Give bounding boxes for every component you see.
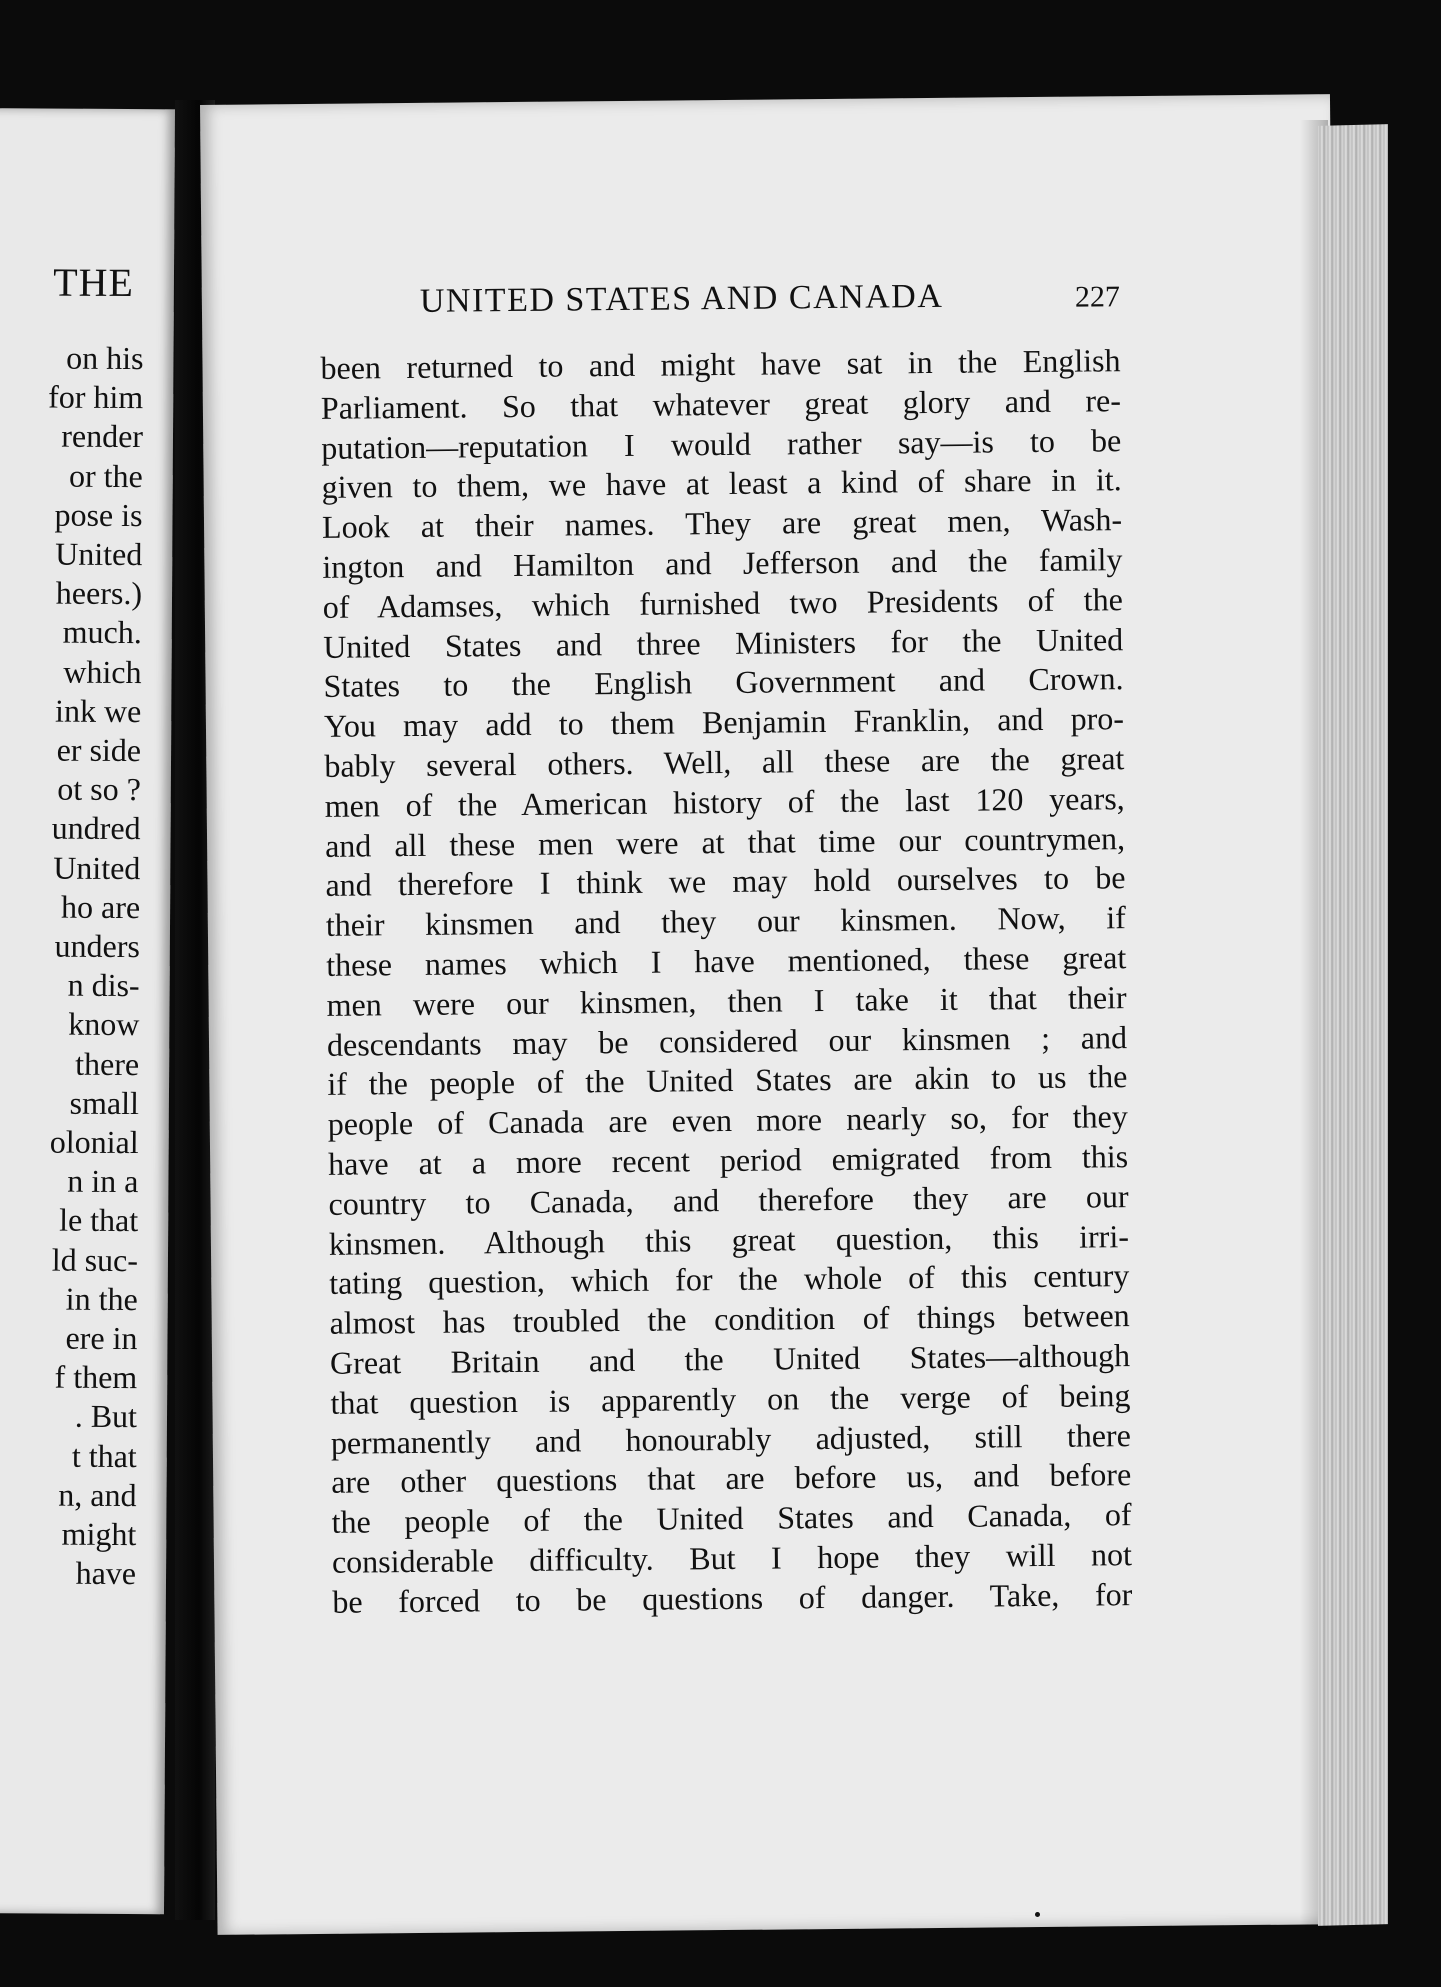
left-page-line: unders (54, 927, 140, 965)
page-edges (1318, 124, 1388, 1926)
text-line: the people of the United States and Canada, of (331, 1496, 1132, 1540)
text-line: considerable difficulty. But I hope they will not (331, 1536, 1133, 1580)
text-line: have at a more recent period emigrated from this (327, 1138, 1129, 1182)
left-page-line: United (55, 535, 143, 573)
text-line: men of the American history of the last 120 years, (324, 779, 1125, 824)
left-page-line: know (68, 1006, 140, 1043)
left-page-line: in the (65, 1280, 138, 1317)
left-page-line: ho are (60, 888, 141, 925)
page-mark (1035, 1912, 1040, 1917)
text-line: people of Canada are even more nearly so, for they (327, 1098, 1128, 1142)
page-number: 227 (1074, 280, 1121, 314)
left-page (0, 108, 175, 1914)
left-page-text (0, 338, 144, 1594)
text-line: their kinsmen and they our kinsmen. Now, if (325, 899, 1127, 943)
text-line: States to the English Government and Crown. (323, 660, 1124, 705)
text-line: Look at their names. They are great men, Wash- (321, 501, 1123, 546)
left-page-line: n dis- (67, 966, 140, 1004)
text-line: men were our kinsmen, then I take it that their (326, 978, 1127, 1023)
left-page-line: small (69, 1084, 140, 1121)
left-page-line: there (75, 1045, 140, 1082)
left-page-line: pose is (54, 496, 143, 533)
running-head (420, 276, 1120, 333)
left-page-line: olonial (49, 1123, 139, 1161)
text-line: kinsmen. Although this great question, this irri- (328, 1217, 1130, 1262)
left-page-line: much. (62, 614, 142, 651)
text-line: that question is apparently on the verge of being (330, 1376, 1131, 1421)
text-line: country to Canada, and therefore they are our (328, 1177, 1129, 1222)
left-page-line: ere in (65, 1319, 138, 1357)
left-page-line: on his (66, 339, 144, 377)
left-page-line: or the (68, 457, 143, 494)
left-page-line: . But (74, 1398, 138, 1435)
text-line: ington and Hamilton and Jefferson and the family (322, 541, 1123, 585)
text-line: and therefore I think we may hold ourselves to be (325, 859, 1126, 904)
text-line: descendants may be considered our kinsmen ; and (326, 1018, 1128, 1063)
left-page-line: render (61, 418, 144, 455)
left-page-line: f them (54, 1358, 138, 1396)
text-line: putation—reputation I would rather say—is to be (321, 421, 1122, 466)
text-line: Parliament. So that whatever great glory and re- (320, 381, 1122, 426)
running-title: UNITED STATES AND CANADA (419, 277, 944, 320)
text-line: given to them, we have at least a kind of share in it. (321, 461, 1122, 506)
left-page-line: ld suc- (51, 1241, 139, 1278)
left-page-line: heers.) (55, 574, 143, 612)
text-line: You may add to them Benjamin Franklin, and pro- (323, 700, 1125, 745)
text-line: are other questions that are before us, and before (331, 1456, 1132, 1501)
left-page-line: United (53, 849, 141, 886)
left-page-header: THE (53, 259, 135, 306)
text-line: bably several others. Well, all these are the great (324, 740, 1125, 784)
left-page-line: n in a (67, 1162, 139, 1200)
left-page-line: n, and (58, 1476, 137, 1513)
text-line: tating question, which for the whole of this century (329, 1257, 1130, 1302)
left-page-line: might (61, 1515, 137, 1553)
text-line: be forced to be questions of danger. Take, for (332, 1575, 1133, 1620)
text-line: United States and three Ministers for the United (323, 620, 1124, 665)
right-page (200, 94, 1348, 1935)
left-page-line: ink we (55, 692, 142, 729)
left-page-line: which (63, 653, 142, 690)
left-page-line: for him (48, 378, 144, 416)
left-page-line: ot so ? (57, 770, 141, 808)
body-text (320, 341, 1132, 1622)
left-page-line: undred (51, 810, 141, 847)
text-line: these names which I have mentioned, these great (326, 939, 1127, 983)
left-page-line: have (75, 1555, 137, 1592)
text-line: almost has troubled the condition of things between (329, 1297, 1130, 1341)
text-line: been returned to and might have sat in the English (320, 342, 1121, 386)
text-line: and all these men were at that time our countrymen, (324, 819, 1126, 864)
text-line: if the people of the United States are akin to us the (327, 1058, 1128, 1103)
text-line: permanently and honourably adjusted, still there (330, 1416, 1131, 1461)
left-page-line: er side (56, 731, 142, 769)
text-line: Great Britain and the United States—although (329, 1337, 1131, 1381)
left-page-line: t that (71, 1437, 137, 1474)
text-line: of Adamses, which furnished two Presidents of the (322, 580, 1123, 625)
left-page-line: le that (59, 1202, 139, 1239)
